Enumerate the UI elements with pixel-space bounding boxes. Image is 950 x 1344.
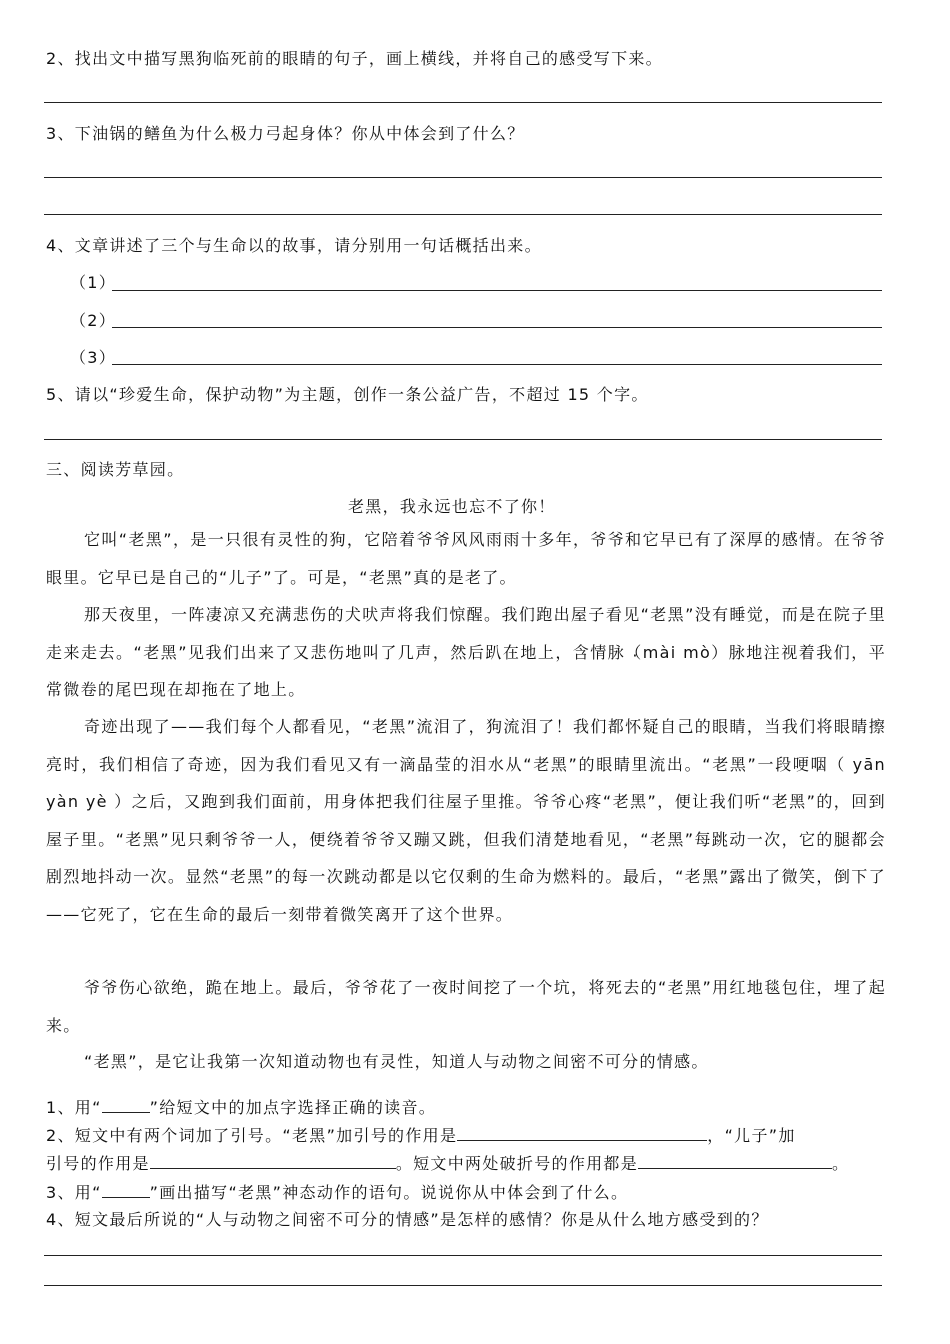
answer-line	[44, 439, 882, 440]
paragraph-2	[46, 596, 886, 709]
reading-question-3	[46, 1179, 628, 1203]
q2-text-d: 。短文中两处破折号的作用都是	[395, 1154, 639, 1173]
answer-line	[44, 214, 882, 215]
blank-line	[638, 1150, 832, 1169]
paragraph-2-part-a: 那天夜里，一阵凄凉又充满悲伤的犬吠声将我们惊醒。我们跑出屋子看见“老黑”没有睡觉，而是在院子里走来走去。“老黑”见我们出来了又悲伤地叫了几声，然后趴在地上，含情	[46, 605, 886, 662]
paragraph-3-part-a: 奇迹出现了——我们每个人都看见，“老黑”流泪了，狗流泪了！我们都怀疑自己的眼睛，当我们将眼睛擦亮时，我们相信了奇迹，因为我们看见又有一滴晶莹的泪水从“老黑”的眼睛里流出。“老黑”一段	[46, 717, 886, 774]
item-1-label: （1）	[70, 273, 117, 292]
blank-line	[102, 1179, 150, 1198]
q2-text-c: 引号的作用是	[46, 1154, 150, 1173]
answer-line	[44, 1255, 882, 1256]
answer-line	[112, 327, 882, 328]
answer-line	[44, 1285, 882, 1286]
paragraph-4: 爷爷伤心欲绝，跪在地上。最后，爷爷花了一夜时间挖了一个坑，将死去的“老黑”用红地毯包住，埋了起来。	[46, 978, 886, 1035]
dotted-char: 脉 ·	[608, 643, 626, 662]
blank-line	[102, 1094, 150, 1113]
q2-text-b: ，“儿子”加	[707, 1126, 796, 1145]
reading-question-2	[46, 1122, 796, 1146]
passage-title: 老黑，我永远也忘不了你！	[348, 497, 556, 516]
answer-line	[44, 102, 882, 103]
q2-text-a: 2、短文中有两个词加了引号。“老黑”加引号的作用是	[46, 1126, 458, 1145]
reading-question-4: 4、短文最后所说的“人与动物之间密不可分的情感”是怎样的感情？你是从什么地方感受到的？	[46, 1210, 769, 1229]
item-3-label: （3）	[70, 348, 117, 367]
q2-text-e: 。	[832, 1154, 850, 1173]
answer-line	[44, 177, 882, 178]
q1-text-a: 1、用“	[46, 1098, 102, 1117]
question-4: 4、文章讲述了三个与生命以的故事，请分别用一句话概括出来。	[46, 236, 542, 255]
q1-text-b: ”给短文中的加点字选择正确的读音。	[149, 1098, 437, 1117]
paragraph-5: “老黑”，是它让我第一次知道动物也有灵性，知道人与动物之间密不可分的情感。	[84, 1052, 709, 1071]
q3-text-b: ”画出描写“老黑”神态动作的语句。说说你从中体会到了什么。	[149, 1183, 629, 1202]
paragraph-3-part-b: 咽（ yān yàn yè ）之后，又跑到我们面前，用身体把我们往屋子里推。爷爷心疼“老黑”，便让我们听“老黑”的，回到屋子里。“老黑”见只剩爷爷一人，便绕着爷爷又蹦又跳，但我们清楚地看见，“老黑”每跳动一次，它的腿都会剧烈地抖动一次。显然“老黑”的每一次跳动都是以它仅剩的生命为燃料的。最后，“老黑”露出了微笑，倒下了——它死了，它在生命的最后一刻带着微笑离开了这个世界。	[46, 754, 886, 924]
question-5: 5、请以“珍爱生命，保护动物”为主题，创作一条公益广告，不超过 15 个字。	[46, 385, 649, 404]
item-2-label: （2）	[70, 311, 117, 330]
paragraph-3	[46, 708, 886, 933]
paragraph-2-part-b: （mài mò）脉地注视着我们，平常微卷的尾巴现在却拖在了地上。	[46, 642, 886, 699]
section-heading: 三、阅读芳草园。	[46, 460, 185, 479]
blank-line	[150, 1150, 396, 1169]
reading-question-1	[46, 1094, 436, 1118]
question-3: 3、下油锅的鳝鱼为什么极力弓起身体？你从中体会到了什么？	[46, 124, 525, 143]
reading-question-2-cont	[46, 1150, 849, 1174]
answer-line	[112, 290, 882, 291]
dotted-char: 哽 ·	[793, 755, 811, 774]
paragraph-1: 它叫“老黑”，是一只很有灵性的狗，它陪着爷爷风风雨雨十多年，爷爷和它早已有了深厚的感情。在爷爷眼里。它早已是自己的“儿子”了。可是，“老黑”真的是老了。	[46, 530, 886, 587]
answer-line	[112, 364, 882, 365]
blank-line	[457, 1122, 707, 1141]
q3-text-a: 3、用“	[46, 1183, 102, 1202]
question-2: 2、找出文中描写黑狗临死前的眼睛的句子，画上横线，并将自己的感受写下来。	[46, 49, 663, 68]
